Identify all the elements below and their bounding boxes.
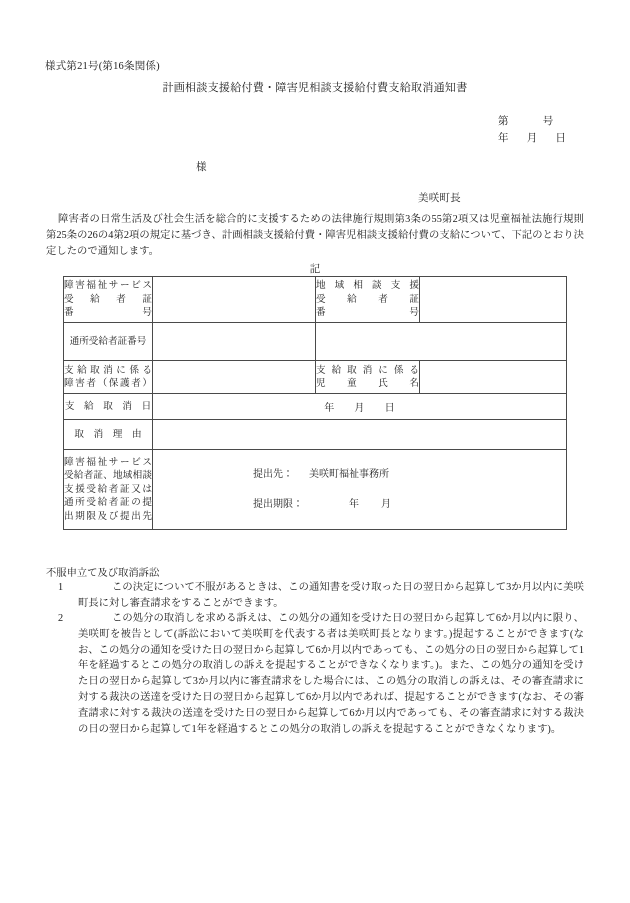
appeal-item-number-1: 1	[58, 582, 64, 593]
cancellation-date-value[interactable]	[153, 394, 567, 420]
regional-support-number-boxes[interactable]	[420, 277, 567, 323]
appeal-section-title: 不服申立て及び取消訴訟	[46, 568, 160, 579]
submit-deadline-label: 提出期限：	[253, 498, 303, 510]
document-title: 計画相談支援給付費・障害児相談支援給付費支給取消通知書	[162, 82, 468, 94]
row-label-regional-support-certificate: 地域相談支援 受 給 者 証 番 号	[316, 277, 420, 323]
addressee-honorific: 様	[196, 162, 207, 173]
issuer-name: 美咲町長	[418, 193, 461, 204]
submit-deadline-month[interactable]: 月	[381, 498, 391, 510]
number-prefix: 第	[498, 116, 509, 127]
row-label-cancellation-date: 支 給 取 消 日	[64, 394, 153, 420]
table-row	[64, 323, 567, 361]
cancelled-child-value[interactable]	[420, 361, 567, 394]
daycare-row-empty-cell[interactable]	[316, 323, 567, 361]
cancelled-person-value[interactable]	[153, 361, 316, 394]
document-date-line	[498, 130, 566, 145]
row-label-welfare-certificate: 障害福祉サービス 受 給 者 証 番 号	[64, 277, 153, 323]
submit-to-value: 美咲町福祉事務所	[309, 468, 389, 480]
table-row	[64, 420, 567, 450]
number-suffix: 号	[542, 116, 554, 127]
submit-deadline-year[interactable]: 年	[349, 498, 359, 510]
date-month: 月	[526, 133, 538, 144]
row-label-daycare-certificate: 通所受給者証番号	[64, 323, 153, 361]
daycare-certificate-number-boxes[interactable]	[153, 323, 316, 361]
date-day: 日	[555, 133, 567, 144]
submit-to-label: 提出先：	[253, 468, 293, 480]
submit-to-line	[153, 460, 566, 490]
row-label-cancelled-child: 支給取消に係る 児 童 氏 名	[316, 361, 420, 394]
cancellation-reason-value[interactable]	[153, 420, 567, 450]
appeal-item-text-1: この決定について不服があるときは、この通知書を受け取った日の翌日から起算して3か月以内に美咲町長に対し審査請求をすることができます。	[78, 582, 584, 609]
cancellation-year: 年	[324, 403, 335, 414]
row-label-return-deadline: 障害福祉サービス 受給者証、地域相談 支援受給者証又は 通所受給者証の提 出期限及び提出先	[64, 450, 153, 530]
ki-mark: 記	[309, 264, 321, 275]
decision-table	[63, 276, 567, 530]
cancellation-month: 月	[354, 403, 365, 414]
submit-deadline-line	[153, 490, 566, 520]
table-row	[64, 394, 567, 420]
table-row	[64, 450, 567, 530]
form-number: 様式第21号(第16条関係)	[45, 61, 160, 72]
submission-details	[153, 450, 567, 530]
date-year: 年	[498, 133, 509, 144]
row-label-cancelled-person: 支給取消に係る 障害者（保護者）	[64, 361, 153, 394]
intro-paragraph: 障害者の日常生活及び社会生活を総合的に支援するための法律施行規則第3条の55第2項又は児童福祉法施行規則第25条の26の4第2項の規定に基づき、計画相談支援給付費・障害児相談支援給付費の支給について、下記のとおり決定したので通知します。	[46, 214, 584, 258]
welfare-certificate-number-boxes[interactable]	[153, 277, 316, 323]
document-number-line	[498, 113, 553, 128]
appeal-item-text-2: この処分の取消しを求める訴えは、この処分の通知を受けた日の翌日から起算して6か月以内に限り、美咲町を被告として(訴訟において美咲町を代表する者は美咲町長となります。)提起することができます(なお、この処分の通知を受けた日の翌日から起算して6か月以内であっても、この処分の日の翌日から起算して1年を経過するとこの処分の取消しの訴えを提起することができなくなります。)。また、この処分の通知を受けた日の翌日から起算して3か月以内に審査請求をした場合には、この処分の取消しの訴えは、その審査請求に対する裁決の送達を受けた日の翌日から起算して6か月以内であれば、提起することができます(なお、その審査請求に対する裁決の送達を受けた日の翌日から起算して6か月以内であっても、その審査請求に対する裁決の日の翌日から起算して1年を経過するとこの処分の取消しの訴えを提起することができなくなります)。	[78, 613, 584, 735]
row-label-cancellation-reason: 取 消 理 由	[64, 420, 153, 450]
appeal-item-number-2: 2	[58, 613, 64, 624]
table-row	[64, 361, 567, 394]
table-row	[64, 277, 567, 323]
cancellation-day: 日	[384, 403, 395, 414]
